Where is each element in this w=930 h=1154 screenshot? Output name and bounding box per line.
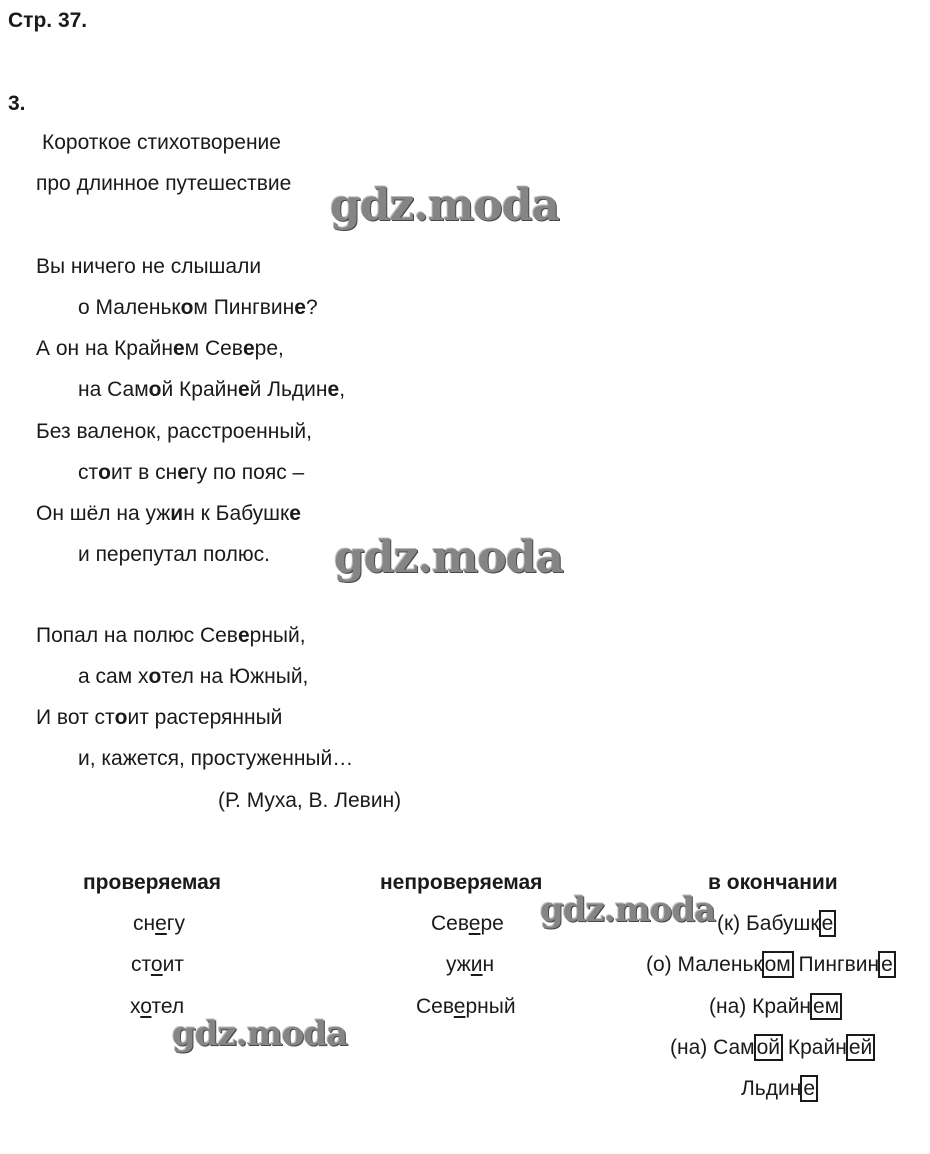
- poem-line: Попал на полюс Северный,: [36, 624, 306, 647]
- task-number: 3.: [8, 92, 26, 115]
- poem-line: и перепутал полюс.: [78, 543, 270, 566]
- poem-line: И вот стоит растерянный: [36, 706, 283, 729]
- watermark: gdz.moda: [540, 890, 716, 930]
- poem-line: Вы ничего не слышали: [36, 255, 262, 278]
- poem-line: стоит в снегу по пояс –: [78, 461, 305, 484]
- poem-title-line-1: Короткое стихотворение: [42, 131, 281, 154]
- header-checkable: проверяемая: [83, 871, 222, 894]
- watermark: gdz.moda: [334, 532, 564, 583]
- poem-line: а сам хотел на Южный,: [78, 665, 309, 688]
- header-uncheckable: непроверяемая: [380, 871, 543, 894]
- ending-word: (к) Бабушке: [717, 913, 835, 934]
- poem-line: Он шёл на ужин к Бабушке: [36, 502, 301, 525]
- uncheckable-word: Севере: [431, 912, 504, 935]
- checkable-word: хотел: [130, 995, 185, 1018]
- watermark: gdz.moda: [330, 180, 560, 231]
- ending-word: (на) Самой Крайней: [670, 1037, 874, 1058]
- checkable-word: стоит: [131, 953, 184, 976]
- ending-word: (о) Маленьком Пингвине: [646, 954, 895, 975]
- page-label: Стр. 37.: [8, 9, 88, 32]
- checkable-word: снегу: [133, 912, 185, 935]
- poem-title-line-2: про длинное путешествие: [36, 172, 292, 195]
- poem-line: Без валенок, расстроенный,: [36, 420, 312, 443]
- poem-line: о Маленьком Пингвине?: [78, 296, 318, 319]
- header-endings: в окончании: [708, 871, 838, 894]
- uncheckable-word: Северный: [416, 995, 516, 1018]
- ending-word: (на) Крайнем: [709, 996, 841, 1017]
- poem-line: и, кажется, простуженный…: [78, 747, 354, 770]
- watermark: gdz.moda: [172, 1014, 348, 1054]
- poem-authors: (Р. Муха, В. Левин): [218, 789, 402, 812]
- poem-line: на Самой Крайней Льдине,: [78, 378, 346, 401]
- poem-line: А он на Крайнем Севере,: [36, 337, 284, 360]
- ending-word: Льдине: [741, 1078, 817, 1099]
- uncheckable-word: ужин: [446, 953, 495, 976]
